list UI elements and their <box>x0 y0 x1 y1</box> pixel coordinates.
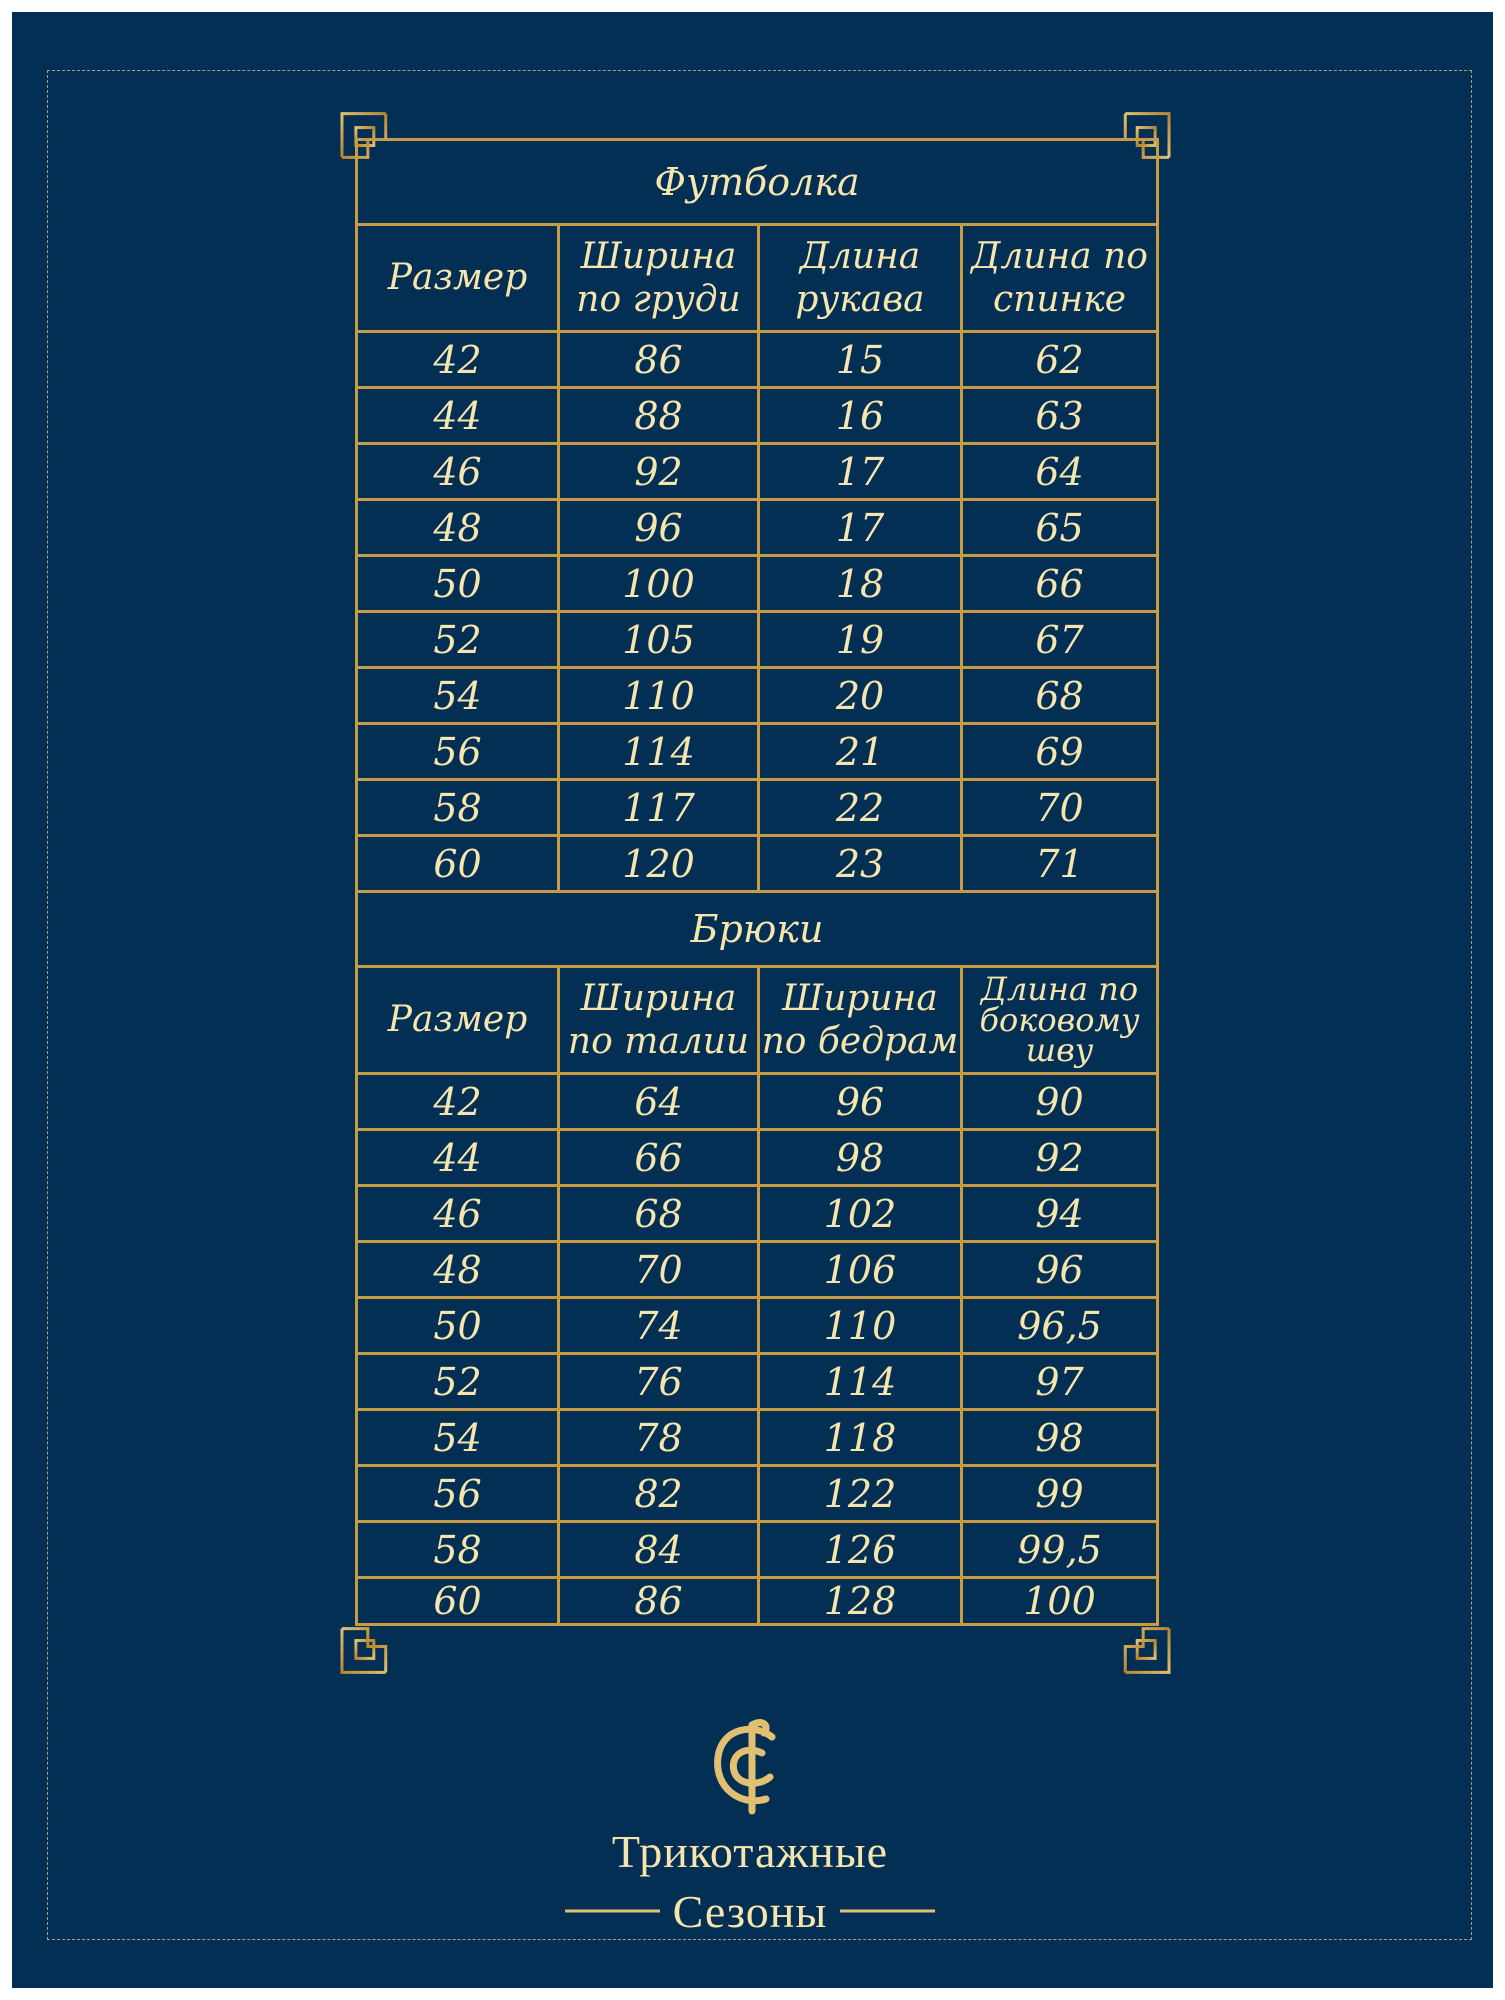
table-cell: 42 <box>357 1074 559 1130</box>
table-row <box>357 668 1158 724</box>
table-cell: 58 <box>357 780 559 836</box>
table-cell: 48 <box>357 500 559 556</box>
table-cell: 20 <box>759 668 962 724</box>
brand-name-line2: Сезоны <box>672 1886 828 1937</box>
table-cell: 66 <box>559 1130 759 1186</box>
tshirt-header-size: Размер <box>357 225 559 332</box>
table-cell: 97 <box>962 1354 1158 1410</box>
table-cell: 96 <box>759 1074 962 1130</box>
table-cell: 64 <box>559 1074 759 1130</box>
table-cell: 50 <box>357 1298 559 1354</box>
table-cell: 52 <box>357 1354 559 1410</box>
table-row <box>357 780 1158 836</box>
size-table <box>355 138 1159 1626</box>
table-cell: 70 <box>962 780 1158 836</box>
table-row <box>357 724 1158 780</box>
table-cell: 126 <box>759 1522 962 1578</box>
table-cell: 117 <box>559 780 759 836</box>
table-cell: 84 <box>559 1522 759 1578</box>
table-cell: 102 <box>759 1186 962 1242</box>
table-cell: 44 <box>357 388 559 444</box>
table-cell: 48 <box>357 1242 559 1298</box>
table-cell: 106 <box>759 1242 962 1298</box>
table-cell: 15 <box>759 332 962 388</box>
trousers-header-side-seam-length: Длина по боковому шву <box>962 967 1158 1074</box>
table-cell: 42 <box>357 332 559 388</box>
table-cell: 128 <box>759 1578 962 1625</box>
table-row <box>357 1354 1158 1410</box>
table-cell: 94 <box>962 1186 1158 1242</box>
table-cell: 62 <box>962 332 1158 388</box>
table-cell: 122 <box>759 1466 962 1522</box>
table-cell: 17 <box>759 444 962 500</box>
table-row <box>357 612 1158 668</box>
table-row <box>357 836 1158 892</box>
table-cell: 23 <box>759 836 962 892</box>
table-cell: 110 <box>559 668 759 724</box>
table-cell: 98 <box>962 1410 1158 1466</box>
table-cell: 99,5 <box>962 1522 1158 1578</box>
table-cell: 17 <box>759 500 962 556</box>
table-cell: 110 <box>759 1298 962 1354</box>
table-cell: 69 <box>962 724 1158 780</box>
table-row <box>357 1298 1158 1354</box>
table-cell: 67 <box>962 612 1158 668</box>
table-cell: 92 <box>559 444 759 500</box>
cs-monogram-icon <box>700 1715 800 1820</box>
table-row <box>357 1186 1158 1242</box>
table-cell: 65 <box>962 500 1158 556</box>
table-cell: 86 <box>559 332 759 388</box>
table-cell: 76 <box>559 1354 759 1410</box>
table-row <box>357 1242 1158 1298</box>
table-row <box>357 1074 1158 1130</box>
table-cell: 64 <box>962 444 1158 500</box>
table-row <box>357 1578 1158 1625</box>
table-cell: 60 <box>357 1578 559 1625</box>
table-cell: 96 <box>559 500 759 556</box>
table-cell: 46 <box>357 1186 559 1242</box>
table-row <box>357 388 1158 444</box>
table-cell: 98 <box>759 1130 962 1186</box>
brand-logo <box>560 1715 940 1965</box>
table-cell: 100 <box>559 556 759 612</box>
brand-name-line1: Трикотажные <box>611 1826 889 1877</box>
table-cell: 100 <box>962 1578 1158 1625</box>
table-cell: 88 <box>559 388 759 444</box>
table-cell: 114 <box>559 724 759 780</box>
table-cell: 70 <box>559 1242 759 1298</box>
tshirt-section <box>357 140 1158 892</box>
table-cell: 19 <box>759 612 962 668</box>
table-row <box>357 556 1158 612</box>
table-cell: 68 <box>962 668 1158 724</box>
table-cell: 16 <box>759 388 962 444</box>
table-cell: 96,5 <box>962 1298 1158 1354</box>
table-row <box>357 1130 1158 1186</box>
table-row <box>357 500 1158 556</box>
table-cell: 92 <box>962 1130 1158 1186</box>
table-row <box>357 332 1158 388</box>
table-cell: 22 <box>759 780 962 836</box>
tshirt-header-sleeve-length: Длина рукава <box>759 225 962 332</box>
table-row <box>357 444 1158 500</box>
table-cell: 114 <box>759 1354 962 1410</box>
table-cell: 46 <box>357 444 559 500</box>
table-cell: 50 <box>357 556 559 612</box>
table-cell: 44 <box>357 1130 559 1186</box>
table-cell: 99 <box>962 1466 1158 1522</box>
table-row <box>357 1522 1158 1578</box>
table-cell: 52 <box>357 612 559 668</box>
table-row <box>357 1410 1158 1466</box>
tshirt-header-chest-width: Ширина по груди <box>559 225 759 332</box>
trousers-title: Брюки <box>357 892 1158 967</box>
table-cell: 54 <box>357 1410 559 1466</box>
table-cell: 63 <box>962 388 1158 444</box>
table-cell: 21 <box>759 724 962 780</box>
trousers-section <box>357 892 1158 1625</box>
table-cell: 90 <box>962 1074 1158 1130</box>
trousers-header-waist-width: Ширина по талии <box>559 967 759 1074</box>
table-cell: 86 <box>559 1578 759 1625</box>
table-cell: 54 <box>357 668 559 724</box>
table-cell: 82 <box>559 1466 759 1522</box>
table-cell: 120 <box>559 836 759 892</box>
table-cell: 66 <box>962 556 1158 612</box>
table-cell: 96 <box>962 1242 1158 1298</box>
table-cell: 74 <box>559 1298 759 1354</box>
table-row <box>357 1466 1158 1522</box>
table-cell: 118 <box>759 1410 962 1466</box>
table-cell: 105 <box>559 612 759 668</box>
table-cell: 78 <box>559 1410 759 1466</box>
trousers-header-size: Размер <box>357 967 559 1074</box>
tshirt-header-back-length: Длина по спинке <box>962 225 1158 332</box>
table-cell: 71 <box>962 836 1158 892</box>
table-cell: 56 <box>357 1466 559 1522</box>
table-cell: 18 <box>759 556 962 612</box>
table-cell: 68 <box>559 1186 759 1242</box>
table-cell: 56 <box>357 724 559 780</box>
trousers-header-hip-width: Ширина по бедрам <box>759 967 962 1074</box>
table-cell: 58 <box>357 1522 559 1578</box>
table-cell: 60 <box>357 836 559 892</box>
tshirt-title: Футболка <box>357 140 1158 225</box>
